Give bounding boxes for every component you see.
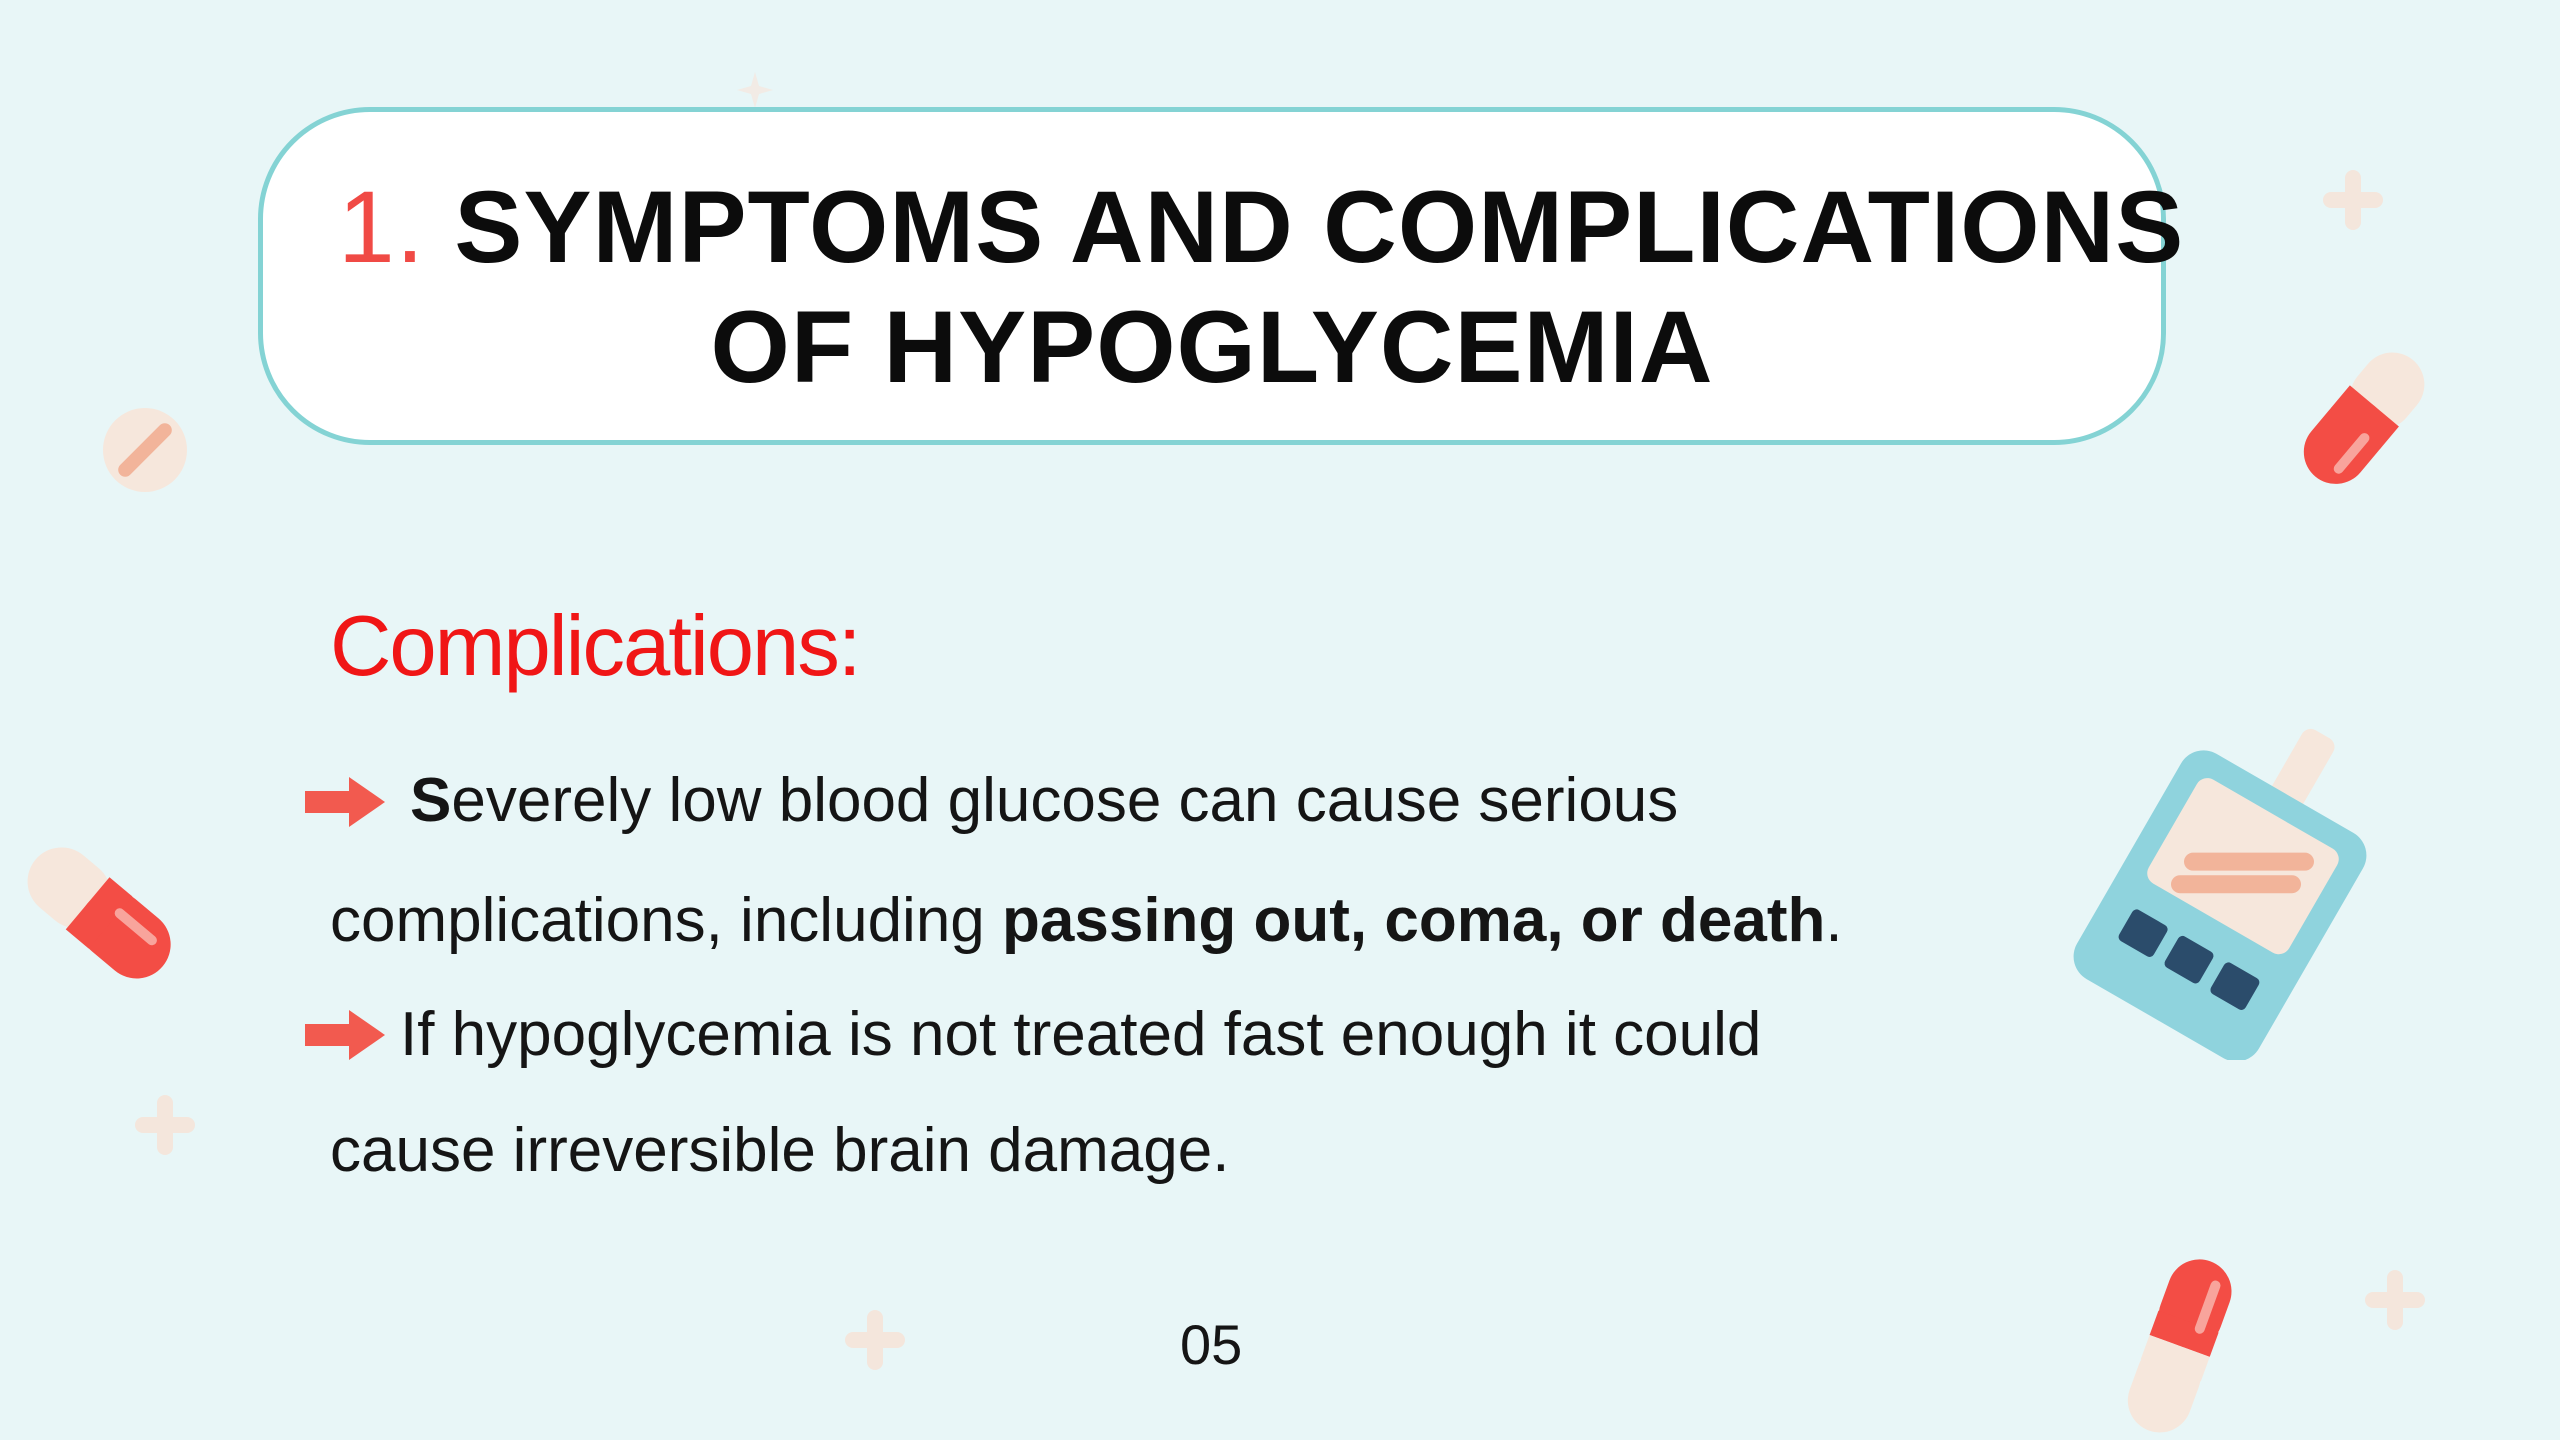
bullet-1-prefix: complications, including [330, 886, 1003, 955]
bullet-1-first-letter: S [410, 766, 452, 835]
sparkle-cross-icon [2318, 165, 2388, 235]
slide-title-line-2: OF HYPOGLYCEMIA [710, 290, 1714, 404]
glucose-meter-icon [2070, 700, 2400, 1060]
title-box [258, 107, 2185, 445]
title-text-1: SYMPTOMS AND COMPLICATIONS [454, 170, 2185, 284]
sparkle-cross-icon [2360, 1265, 2430, 1335]
sparkle-cross-icon [130, 1090, 200, 1160]
bullet-2-line-1: If hypoglycemia is not treated fast enough it could [400, 1000, 1762, 1069]
bullet-1-text: everely low blood glucose can cause serious [451, 766, 1679, 835]
arrow-right-icon [305, 775, 387, 829]
sparkle-cross-icon [840, 1305, 910, 1375]
arrow-right-icon [305, 1008, 387, 1062]
section-heading: Complications: [330, 599, 860, 694]
sparkle-cross-icon [735, 70, 775, 110]
pill-tablet-icon [100, 405, 190, 495]
bullet-1-bold: passing out, coma, or death [1002, 886, 1826, 955]
pill-capsule-icon [5, 820, 195, 1010]
pill-capsule-icon [2270, 330, 2450, 510]
title-number: 1. [338, 170, 426, 284]
bullet-1-line-1 [410, 766, 1678, 836]
pill-capsule-icon [2100, 1250, 2260, 1440]
bullet-2-line-2: cause irreversible brain damage. [330, 1116, 1230, 1185]
bullet-1-suffix: . [1825, 886, 1843, 955]
slide-title-line-1 [338, 172, 2236, 282]
page-number: 05 [1180, 1313, 1243, 1376]
bullet-1-line-2 [330, 886, 1843, 956]
